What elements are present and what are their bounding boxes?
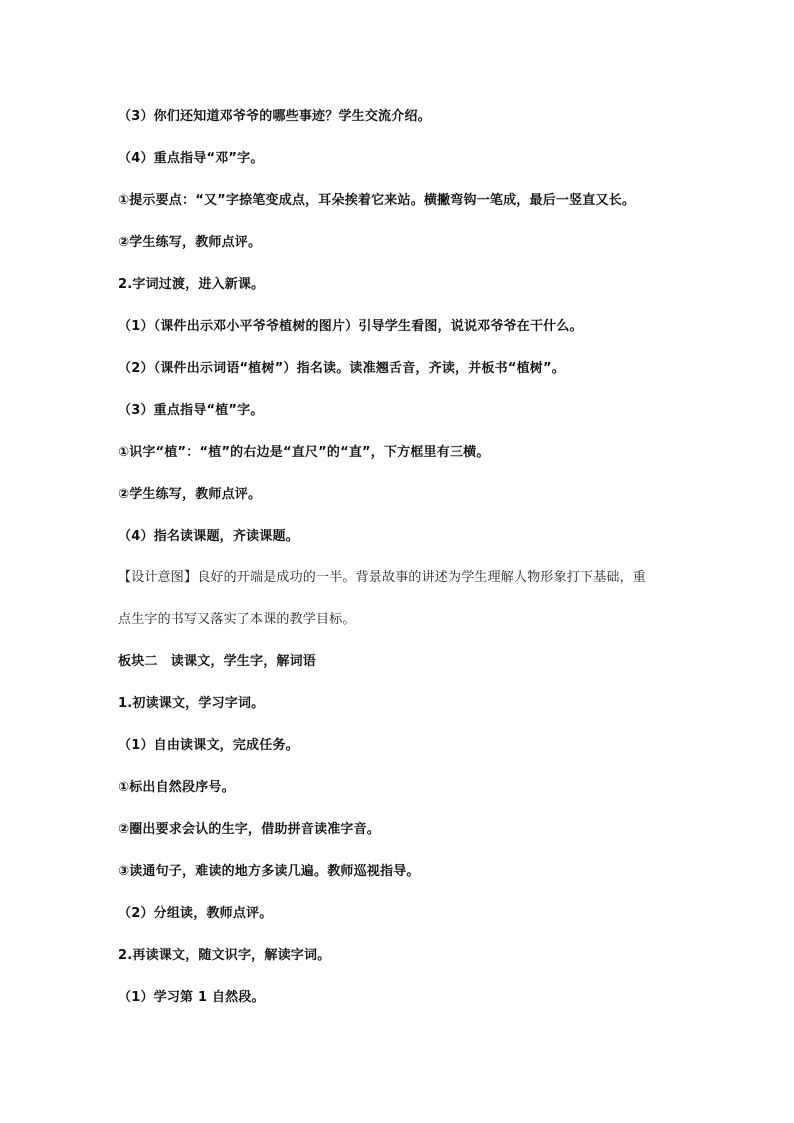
text-line: ③读通句子，难读的地方多读几遍。教师巡视指导。 — [118, 864, 420, 879]
text-line: （2）（课件出示词语“植树”）指名读。读准翘舌音，齐读，并板书“植树”。 — [118, 361, 565, 376]
design-intent-line: 点生字的书写又落实了本课的教学目标。 — [118, 612, 356, 627]
text-line: ①识字“植”：“植”的右边是“直尺”的“直”，下方框里有三横。 — [118, 445, 490, 460]
text-line: ②学生练写，教师点评。 — [118, 487, 262, 502]
text-line: 1.初读课文，学习字词。 — [118, 696, 265, 711]
section-heading: 板块二 读课文，学生字，解词语 — [118, 654, 317, 669]
text-line: 2.再读课文，随文识字，解读字词。 — [118, 948, 331, 963]
text-line: ②学生练写，教师点评。 — [118, 235, 262, 250]
design-intent-line: 【设计意图】良好的开端是成功的一半。背景故事的讲述为学生理解人物形象打下基础，重 — [118, 570, 647, 585]
text-line: ②圈出要求会认的生字，借助拼音读准字音。 — [118, 822, 381, 837]
text-line: 2.字词过渡，进入新课。 — [118, 277, 265, 292]
text-line: （3）你们还知道邓爷爷的哪些事迹？学生交流介绍。 — [118, 109, 431, 124]
text-line: （1）（课件出示邓小平爷爷植树的图片）引导学生看图，说说邓爷爷在干什么。 — [118, 319, 583, 334]
text-line: ①标出自然段序号。 — [118, 780, 235, 795]
text-line: （2）分组读，教师点评。 — [118, 906, 273, 921]
text-line: （3）重点指导“植”字。 — [118, 403, 264, 418]
text-line: （1）学习第 1 自然段。 — [118, 990, 265, 1005]
text-line: （1）自由读课文，完成任务。 — [118, 738, 299, 753]
text-line: （4）指名读课题，齐读课题。 — [118, 529, 299, 544]
text-line: ①提示要点：“又”字捺笔变成点，耳朵挨着它来站。横撇弯钩一笔成，最后一竖直又长。 — [118, 193, 636, 208]
text-line: （4）重点指导“邓”字。 — [118, 151, 264, 166]
